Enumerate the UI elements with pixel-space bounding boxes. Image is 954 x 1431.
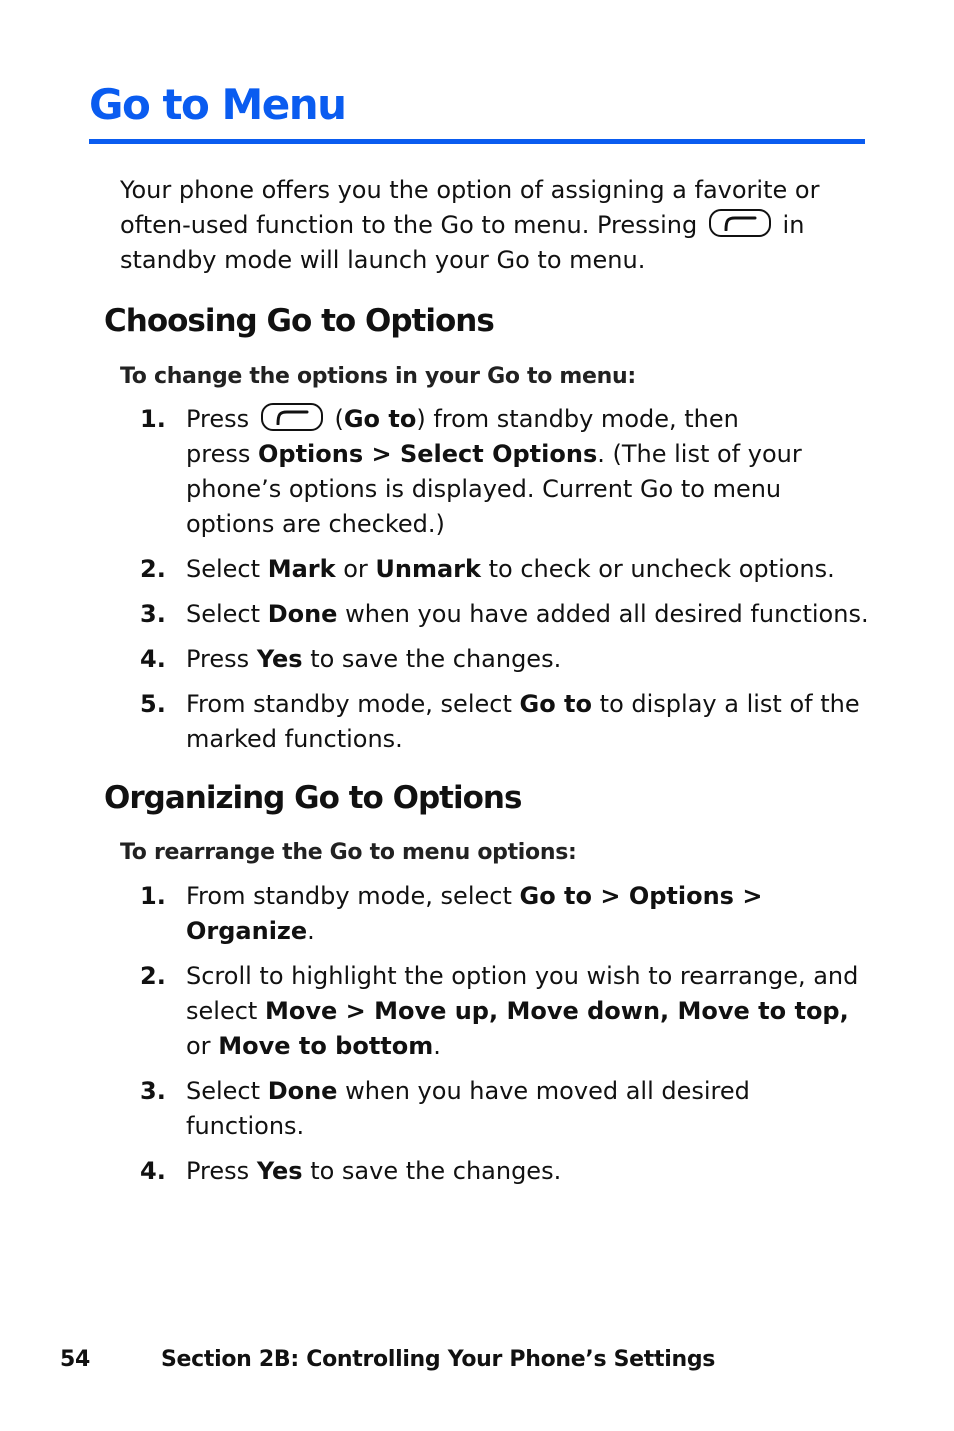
- left-softkey-icon: [709, 209, 771, 237]
- choosing-steps-list: [140, 402, 870, 767]
- list-item: [140, 687, 870, 757]
- step-text: From standby mode, select: [186, 882, 512, 910]
- step-number: 5.: [140, 690, 166, 718]
- step-text: to display a list of the marked functions.: [186, 690, 860, 753]
- list-item: [140, 959, 870, 1064]
- step-bold: Go to > Options > Organize: [186, 882, 763, 945]
- step-bold: Done: [267, 600, 338, 628]
- organizing-steps-list: [140, 879, 870, 1199]
- section-label: Section 2B: Controlling Your Phone’s Settings: [161, 1347, 716, 1372]
- section-heading-choosing: Choosing Go to Options: [104, 303, 494, 339]
- step-bold: Yes: [256, 1157, 303, 1185]
- step-bold: Go to: [343, 405, 417, 433]
- intro-text-after: in standby mode will launch your Go to menu.: [120, 211, 805, 274]
- step-bold: Unmark: [375, 555, 481, 583]
- step-number: 4.: [140, 1157, 166, 1185]
- intro-paragraph: [120, 173, 840, 278]
- step-text: ) from standby mode, then press: [186, 405, 739, 468]
- step-bold: Move to bottom: [218, 1032, 434, 1060]
- step-bold: Go to: [519, 690, 593, 718]
- step-number: 2.: [140, 555, 166, 583]
- step-text: .: [307, 917, 315, 945]
- title-rule: [89, 139, 865, 144]
- step-text: Select: [186, 600, 261, 628]
- step-text: From standby mode, select: [186, 690, 512, 718]
- list-item: [140, 552, 870, 587]
- step-text: Select: [186, 1077, 261, 1105]
- step-number: 4.: [140, 645, 166, 673]
- list-item: [140, 1154, 870, 1189]
- page-number: 54: [60, 1347, 91, 1372]
- step-text: or: [186, 1032, 211, 1060]
- section-heading-organizing: Organizing Go to Options: [104, 780, 522, 816]
- page-title: Go to Menu: [89, 80, 346, 129]
- list-item: [140, 879, 870, 949]
- list-item: [140, 642, 870, 677]
- step-text: Scroll to highlight the option you wish to rearrange, and select: [186, 962, 859, 1025]
- step-bold: Done: [267, 1077, 338, 1105]
- step-text: to save the changes.: [310, 645, 562, 673]
- subhead-change-options: To change the options in your Go to menu:: [120, 364, 636, 389]
- step-bold: Yes: [256, 645, 303, 673]
- list-item: 1. Press (Go to) from standby mode, then press Options > Select Options. (The list of your phone’s options is displayed. Current Go to menu options are checked.): [140, 402, 870, 542]
- step-bold: Options > Select Options: [258, 440, 598, 468]
- list-item: [140, 1074, 870, 1144]
- step-text: when you have moved all desired functions.: [186, 1077, 750, 1140]
- step-text: Press: [186, 645, 250, 673]
- step-text: to save the changes.: [310, 1157, 562, 1185]
- step-text: to check or uncheck options.: [488, 555, 835, 583]
- left-softkey-icon: [261, 403, 323, 431]
- intro-text-before: Your phone offers you the option of assigning a favorite or often-used function to the Go to menu. Pressing: [120, 176, 820, 239]
- step-number: 2.: [140, 962, 166, 990]
- subhead-rearrange-options: To rearrange the Go to menu options:: [120, 840, 577, 865]
- list-item: [140, 597, 870, 632]
- step-text: Press: [186, 405, 250, 433]
- step-text: Select: [186, 555, 261, 583]
- step-number: 1.: [140, 882, 166, 910]
- step-text: or: [343, 555, 368, 583]
- step-text: . (The list of your phone’s options is displayed. Current Go to menu options are checked.): [186, 440, 802, 538]
- step-text: Press: [186, 1157, 250, 1185]
- step-text: when you have added all desired functions.: [345, 600, 869, 628]
- step-number: 1.: [140, 405, 166, 433]
- step-text: .: [433, 1032, 441, 1060]
- step-bold: Mark: [267, 555, 336, 583]
- step-number: 3.: [140, 1077, 166, 1105]
- step-bold: Move > Move up, Move down, Move to top,: [264, 997, 849, 1025]
- step-number: 3.: [140, 600, 166, 628]
